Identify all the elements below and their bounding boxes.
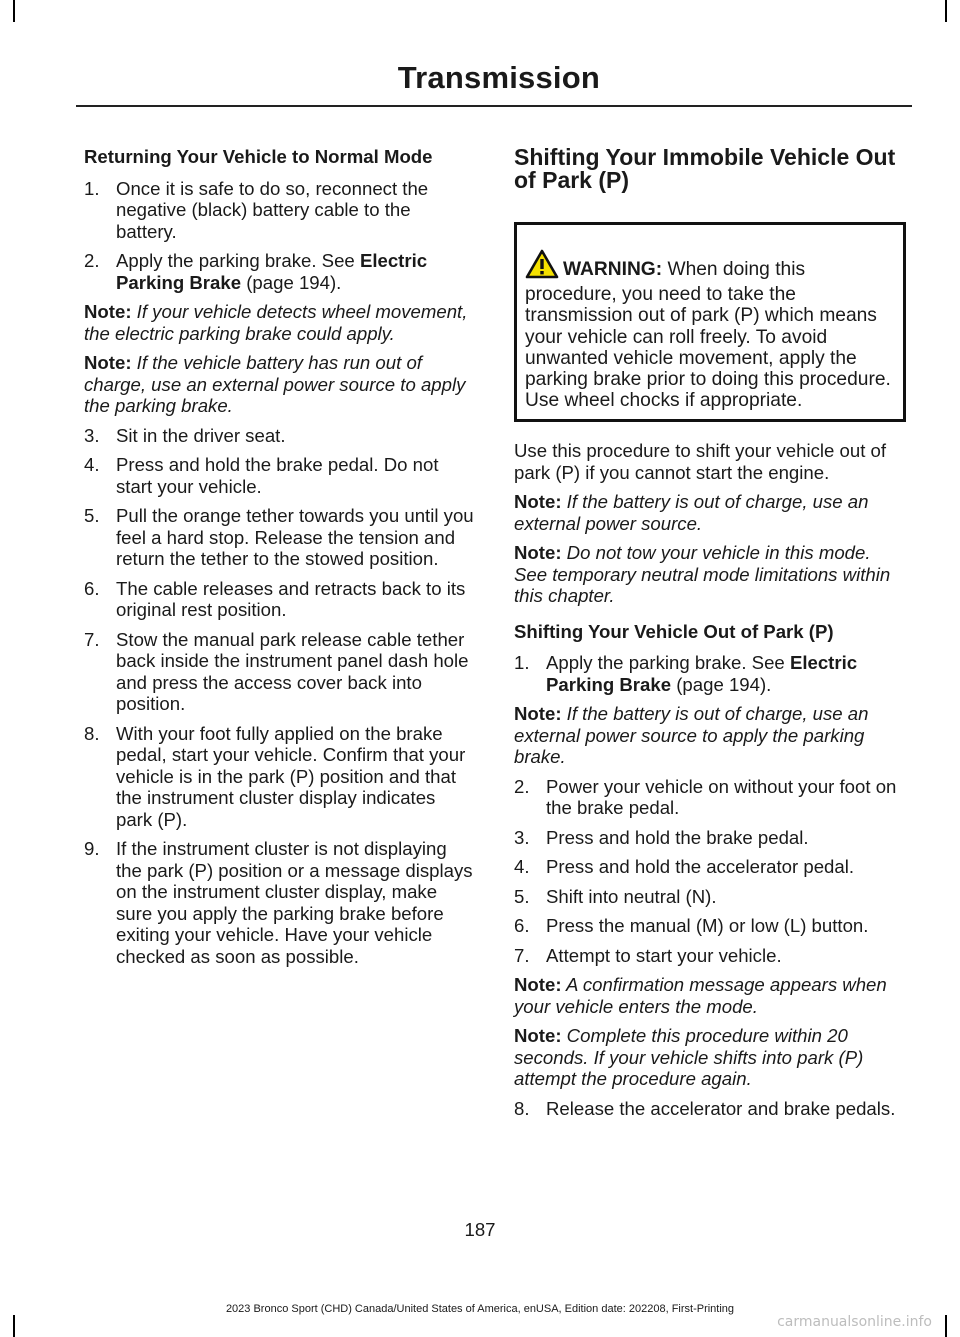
note-text: If the battery is out of charge, use an external power source. [514,491,869,534]
step-text-prefix: Apply the parking brake. See [116,250,360,271]
cross-reference-link[interactable]: Electric Parking Brake [116,250,428,293]
page-reference: (page 194). [241,271,342,293]
note-text: Complete this procedure within 20 seconds. If your vehicle shifts into park (P) attempt the procedure again. [514,1025,864,1090]
step-number: 8. [514,1097,530,1119]
list-item [84,629,476,715]
right-column [514,146,906,1127]
step-number: 4. [84,454,100,475]
page-reference: (page 194). [671,673,772,695]
list-item [514,776,906,819]
list-item [514,856,906,878]
step-number: 7. [514,944,530,966]
page-number: 187 [464,1219,496,1240]
step-text: Shift into neutral (N). [546,885,717,907]
note-label: Note: [514,703,562,725]
note-label: Note: [514,542,562,564]
step-text: Stow the manual park release cable tether back inside the instrument panel dash hole and press the access cover back into position. [116,628,469,714]
step-number: 3. [84,424,100,446]
note-label: Note: [514,974,562,996]
warning-label: WARNING: [563,259,663,280]
warning-triangle-icon [525,249,559,284]
note-text: A confirmation message appears when your vehicle enters the mode. [514,974,887,1017]
step-text: The cable releases and retracts back to its original rest position. [116,577,466,620]
intro-paragraph: Use this procedure to shift your vehicle out of park (P) if you cannot start the engine. [514,440,887,483]
step-number: 6. [514,915,530,937]
step-text: Press the manual (M) or low (L) button. [546,915,869,937]
step-text [546,652,906,695]
note [514,703,906,768]
step-number: 1. [514,652,530,674]
step-number: 4. [514,856,530,878]
step-number: 7. [84,628,100,650]
step-text: Pull the orange tether towards you until you feel a hard stop. Release the tension and return the tether to the stowed position. [116,505,474,569]
page-title: Transmission [397,60,600,95]
step-text: Power your vehicle on without your foot on the brake pedal. [546,775,897,819]
step-text: Once it is safe to do so, reconnect the negative (black) battery cable to the battery. [116,177,429,242]
list-item [514,827,906,849]
step-text-prefix: Apply the parking brake. See [546,652,790,674]
step-number: 2. [514,775,530,797]
note-label: Note: [84,352,132,373]
step-number: 3. [514,826,530,848]
crop-mark-top-right [945,0,947,22]
cross-reference-link[interactable]: Electric Parking Brake [546,652,858,695]
list-item [514,652,906,695]
step-text: Attempt to start your vehicle. [546,944,782,966]
step-text: Sit in the driver seat. [116,424,286,446]
step-text: If the instrument cluster is not displaying the park (P) position or a message displays on the instrument cluster display, make sure you apply the parking brake before exiting your vehicle. Have your vehicle checked as soon as possible. [116,838,473,967]
list-item [84,723,476,831]
step-number: 5. [514,885,530,907]
list-item [514,1098,906,1120]
section-heading-immobile-vehicle: Shifting Your Immobile Vehicle Out of Park (P) [514,144,896,193]
crop-mark-bottom-right [945,1315,947,1337]
subsection-heading: Shifting Your Vehicle Out of Park (P) [514,620,834,642]
note-label: Note: [514,491,562,513]
watermark: carmanualsonline.info [777,1314,932,1330]
list-item [84,250,476,293]
step-text [116,250,476,293]
step-text: Press and hold the brake pedal. Do not start your vehicle. [116,454,439,497]
list-item [84,578,476,621]
list-item [84,454,476,497]
list-item [514,915,906,937]
note [514,542,906,607]
list-item [84,838,476,967]
list-item [84,178,476,243]
step-text: Press and hold the accelerator pedal. [546,856,855,878]
list-item [514,886,906,908]
crop-mark-bottom-left [13,1315,15,1337]
list-item [84,505,476,570]
step-text: With your foot fully applied on the brake pedal, start your vehicle. Confirm that your vehicle is in the park (P) position and that the instrument cluster display indicates park (P). [116,722,466,830]
step-number: 9. [84,838,100,859]
note-text: If your vehicle detects wheel movement, the electric parking brake could apply. [84,301,468,344]
list-item [514,945,906,967]
warning-text: When doing this procedure, you need to take the transmission out of park (P) which means your vehicle can roll freely. To avoid unwanted vehicle movement, apply the parking brake prior to doing this procedure. Use wheel chocks if appropriate. [525,259,891,412]
note-text: If the battery is out of charge, use an external power source to apply the parking brake. [514,703,869,768]
note [84,352,476,417]
note-text: Do not tow your vehicle in this mode. See temporary neutral mode limitations within this chapter. [514,542,891,607]
note-label: Note: [84,301,132,322]
step-text: Release the accelerator and brake pedals. [546,1097,896,1119]
section-heading-normal-mode: Returning Your Vehicle to Normal Mode [84,146,433,167]
note [514,974,906,1017]
list-item [84,425,476,447]
step-number: 8. [84,722,100,744]
warning-box [514,222,906,422]
note [84,301,476,344]
left-column [84,146,476,975]
step-number: 5. [84,505,100,526]
note [514,1025,906,1090]
footer-edition-info: 2023 Bronco Sport (CHD) Canada/United States of America, enUSA, Edition date: 202208, First-Printing [225,1303,735,1315]
note-text: If the vehicle battery has run out of charge, use an external power source to apply the parking brake. [84,352,466,416]
step-number: 1. [84,177,100,199]
crop-mark-top-left [13,0,15,22]
note [514,491,906,534]
header-divider [76,105,912,107]
step-number: 6. [84,577,100,599]
note-label: Note: [514,1025,562,1047]
step-text: Press and hold the brake pedal. [546,826,809,848]
step-number: 2. [84,250,100,271]
